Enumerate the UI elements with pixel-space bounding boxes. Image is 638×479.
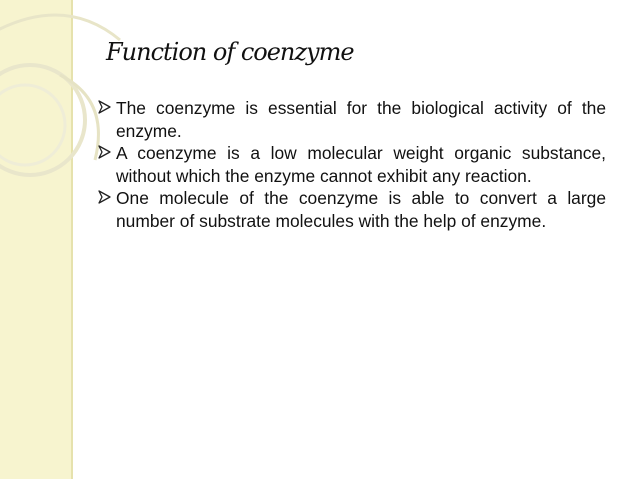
bullet-text: The coenzyme is essential for the biological activity of the enzyme. <box>116 98 606 141</box>
arrow-bullet-icon <box>98 190 111 204</box>
bullet-list <box>94 97 606 232</box>
bullet-item <box>94 187 606 232</box>
arrow-bullet-icon <box>98 100 111 114</box>
bullet-text: One molecule of the coenzyme is able to convert a large number of substrate molecules with the help of enzyme. <box>116 188 606 231</box>
slide-title: Function of coenzyme <box>106 38 354 66</box>
decorative-arcs <box>0 0 140 479</box>
bullet-item <box>94 97 606 142</box>
bullet-text: A coenzyme is a low molecular weight organic substance, without which the enzyme cannot exhibit any reaction. <box>116 143 606 186</box>
arrow-bullet-icon <box>98 145 111 159</box>
bullet-item <box>94 142 606 187</box>
